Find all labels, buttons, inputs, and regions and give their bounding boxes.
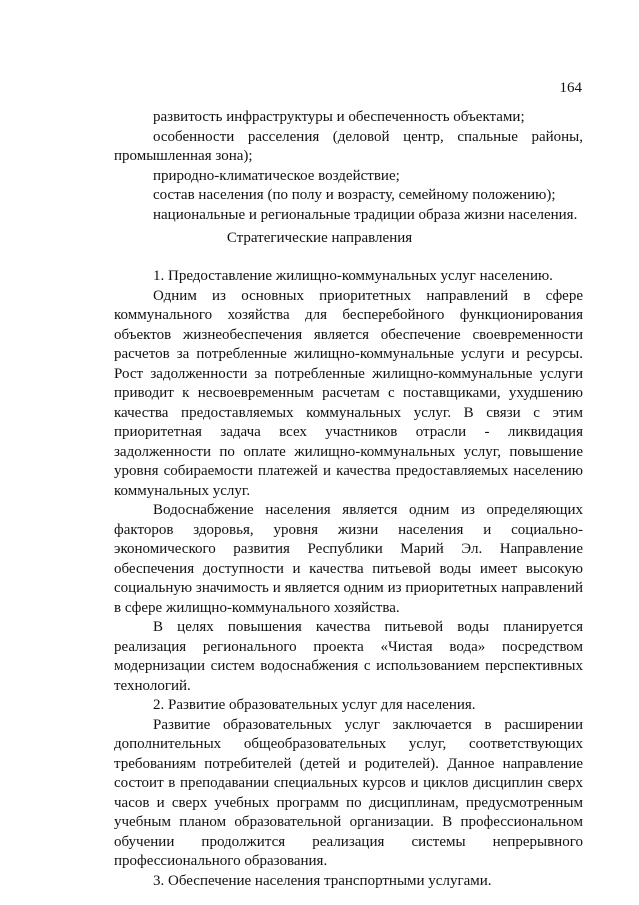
paragraph-line: обеспечения доступности и качества питьевой воды имеет высокую — [114, 560, 583, 577]
paragraph-line: модернизации систем водоснабжения с использованием перспективных — [114, 658, 583, 674]
paragraph-line: требованиям потребителей (детей и родителей). Данное направление — [114, 755, 583, 772]
paragraph-line: Одним из основных приоритетных направлений в сфере — [153, 287, 583, 304]
paragraph-line: экономического развития Республики Марий Эл. Направление — [114, 541, 583, 557]
list-item: национальные и региональные традиции образа жизни населения. — [153, 206, 578, 223]
paragraph-line: уровня собираемости платежей и качества предоставляемых населению — [114, 463, 583, 479]
list-item: состав населения (по полу и возрасту, семейному положению); — [153, 187, 556, 203]
paragraph-line: реализация регионального проекта «Чистая вода» посредством — [114, 638, 583, 655]
paragraph-line: профессионального образования. — [114, 853, 328, 869]
paragraph-line: объектов жизнеобеспечения является обеспечение своевременности — [114, 326, 583, 343]
list-item: особенности расселения (деловой центр, спальные районы, — [153, 128, 583, 145]
paragraph-line: качества предоставляемых коммунальных услуг. В связи с этим — [114, 404, 583, 421]
paragraph-line: приоритетная задача всех участников отрасли - ликвидация — [114, 424, 583, 440]
paragraph-line: расчетов за потребленные жилищно-коммунальные услуги и ресурсы. — [114, 346, 583, 362]
numbered-item: 3. Обеспечение населения транспортными услугами. — [153, 872, 492, 889]
paragraph-line: технологий. — [114, 677, 191, 694]
paragraph-line: состоит в преподавании специальных курсов и циклов дисциплин сверх — [114, 775, 583, 791]
numbered-item: 2. Развитие образовательных услуг для населения. — [153, 697, 476, 713]
paragraph-line: Развитие образовательных услуг заключается в расширении — [153, 716, 583, 733]
paragraph-line: задолженности по оплате жилищно-коммунальных услуг, повышение — [114, 443, 583, 460]
list-item: природно-климатическое воздействие; — [153, 167, 400, 184]
paragraph-line: социальную значимость и является одним из приоритетных направлений — [114, 580, 583, 596]
numbered-item: 1. Предоставление жилищно-коммунальных услуг населению. — [153, 268, 553, 284]
paragraph-line: часов и сверх учебных программ по дисциплинам, предусмотренным — [114, 794, 583, 811]
paragraph-line: в сфере жилищно-коммунального хозяйства. — [114, 599, 400, 616]
paragraph-line: коммунального хозяйства для бесперебойного функционирования — [114, 307, 583, 323]
body-text — [114, 267, 583, 891]
paragraph-line: обучении продолжится реализация системы непрерывного — [114, 833, 583, 850]
paragraph-line: Водоснабжение населения является одним из определяющих — [153, 502, 583, 518]
page-number: 164 — [559, 80, 582, 96]
paragraph-line: факторов здоровья, уровня жизни населения и социально- — [114, 521, 583, 538]
paragraph-line: В целях повышения качества питьевой воды планируется — [153, 619, 583, 635]
paragraph-line: приводит к несвоевременным расчетам с поставщиками, ухудшению — [114, 385, 583, 401]
paragraph-line: коммунальных услуг. — [114, 482, 251, 499]
paragraph-line: учебным планом образовательной организации. В профессиональном — [114, 814, 583, 830]
section-heading: Стратегические направления — [226, 230, 413, 246]
intro-list — [114, 108, 583, 225]
list-item: развитость инфраструктуры и обеспеченность объектами; — [153, 109, 525, 125]
paragraph-line: дополнительных общеобразовательных услуг, соответствующих — [114, 736, 583, 752]
list-item-continuation: промышленная зона); — [114, 148, 253, 164]
paragraph-line: Рост задолженности за потребленные жилищно-коммунальные услуги — [114, 365, 583, 382]
